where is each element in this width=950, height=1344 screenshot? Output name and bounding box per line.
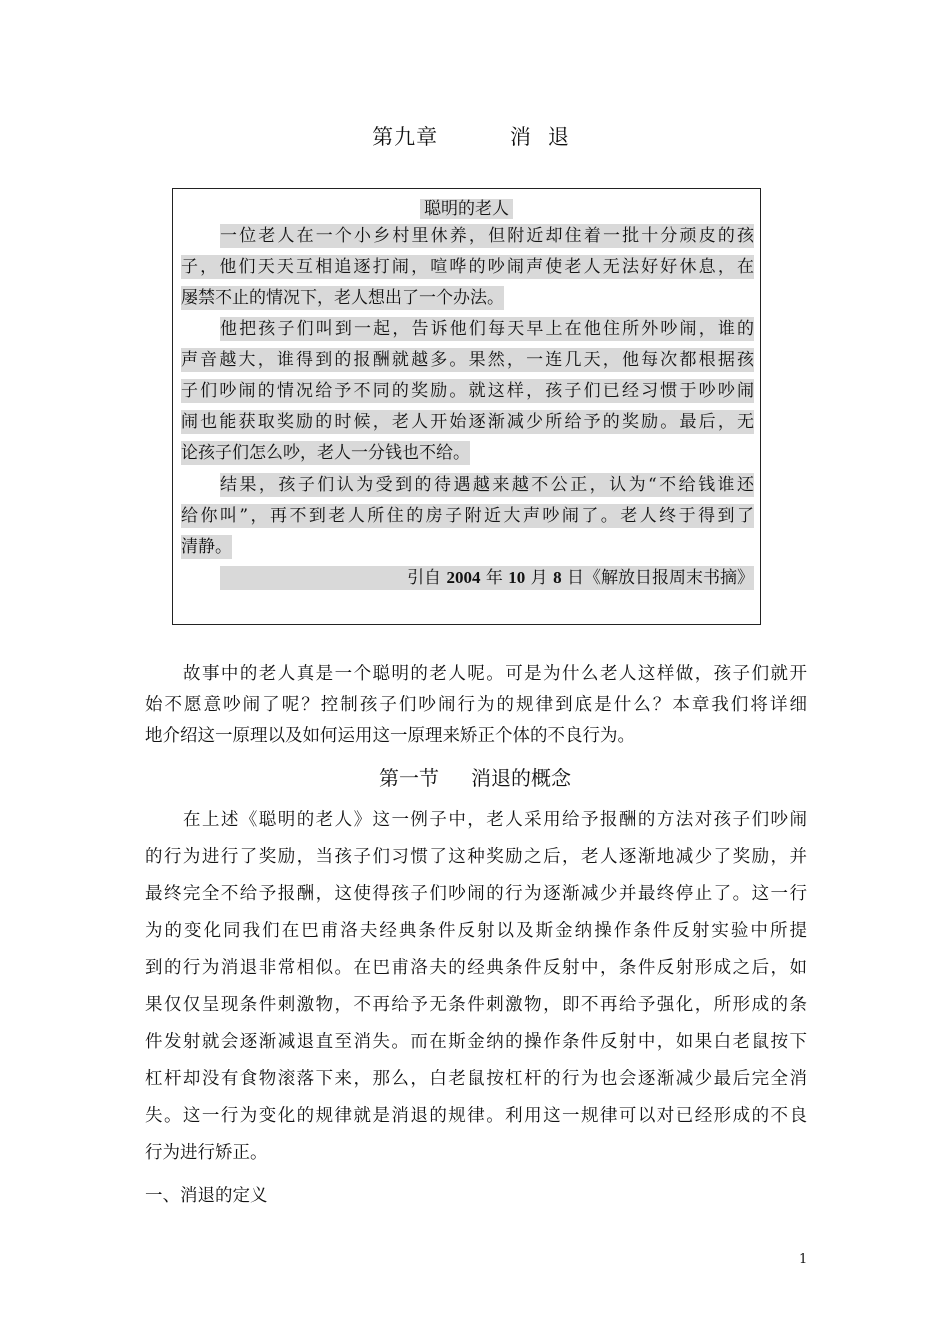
- paragraph-line: 的行为进行了奖励，当孩子们习惯了这种奖励之后，老人逐渐地减少了奖励，并: [145, 847, 807, 867]
- paragraph-line: 果仅仅呈现条件刺激物，不再给予无条件刺激物，即不再给予强化，所形成的条: [145, 995, 807, 1015]
- paragraph-line: 失。这一行为变化的规律就是消退的规律。利用这一规律可以对已经形成的不良: [145, 1106, 807, 1126]
- story-box: [172, 188, 761, 625]
- story-line: 闹也能获取奖励的时候，老人开始逐渐减少所给予的奖励。最后，无: [181, 412, 754, 432]
- story-line: 一位老人在一个小乡村里休养，但附近却住着一批十分顽皮的孩: [220, 226, 754, 246]
- page-number: 1: [799, 1252, 808, 1267]
- story-line: 给你叫”，再不到老人所住的房子附近大声吵闹了。老人终于得到了: [181, 506, 754, 526]
- story-line: 结果，孩子们认为受到的待遇越来越不公正，认为“不给钱谁还: [220, 475, 754, 495]
- story-line: 子们吵闹的情况给予不同的奖励。就这样，孩子们已经习惯于吵吵闹: [181, 381, 754, 401]
- section-title: [0, 762, 950, 791]
- paragraph-line: 为的变化同我们在巴甫洛夫经典条件反射以及斯金纳操作条件反射实验中所提: [145, 921, 807, 941]
- paragraph-line: 在上述《聪明的老人》这一例子中，老人采用给予报酬的方法对孩子们吵闹: [183, 810, 807, 830]
- paragraph-line: 故事中的老人真是一个聪明的老人呢。可是为什么老人这样做，孩子们就开: [183, 664, 807, 684]
- paragraph-line: 件发射就会逐渐减退直至消失。而在斯金纳的操作条件反射中，如果白老鼠按下: [145, 1032, 807, 1052]
- section-number: 第一节: [379, 766, 439, 790]
- paragraph-line: 到的行为消退非常相似。在巴甫洛夫的经典条件反射中，条件反射形成之后，如: [145, 958, 807, 978]
- story-line: 子，他们天天互相追逐打闹，喧哗的吵闹声使老人无法好好休息，在: [181, 257, 754, 277]
- story-line: 论孩子们怎么吵，老人一分钱也不给。: [181, 443, 470, 463]
- chapter-name-char: 退: [547, 125, 570, 149]
- story-source: 引自 2004 年 10 月 8 日《解放日报周末书摘》: [220, 566, 754, 590]
- paragraph-line: 杠杆却没有食物滚落下来，那么，白老鼠按杠杆的行为也会逐渐减少最后完全消: [145, 1069, 807, 1089]
- story-line: 清静。: [181, 537, 232, 557]
- paragraph-line: 始不愿意吵闹了呢？控制孩子们吵闹行为的规律到底是什么？本章我们将详细: [145, 695, 807, 715]
- chapter-title: [0, 121, 950, 151]
- paragraph-line: 行为进行矫正。: [145, 1143, 268, 1163]
- story-title: 聪明的老人: [173, 194, 760, 219]
- chapter-name: [502, 125, 578, 149]
- paragraph-line: 最终完全不给予报酬，这使得孩子们吵闹的行为逐渐减少并最终停止了。这一行: [145, 884, 807, 904]
- paragraph-line: 地介绍这一原理以及如何运用这一原理来矫正个体的不良行为。: [145, 726, 635, 746]
- section-name: 消退的概念: [471, 766, 571, 790]
- story-line: 屡禁不止的情况下，老人想出了一个办法。: [181, 288, 504, 308]
- chapter-number: 第九章: [372, 125, 439, 149]
- story-line: 声音越大，谁得到的报酬就越多。果然，一连几天，他每次都根据孩: [181, 350, 754, 370]
- chapter-name-char: 消: [509, 125, 532, 149]
- story-line: 他把孩子们叫到一起，告诉他们每天早上在他住所外吵闹，谁的: [220, 319, 754, 339]
- subheading: 一、消退的定义: [145, 1186, 268, 1206]
